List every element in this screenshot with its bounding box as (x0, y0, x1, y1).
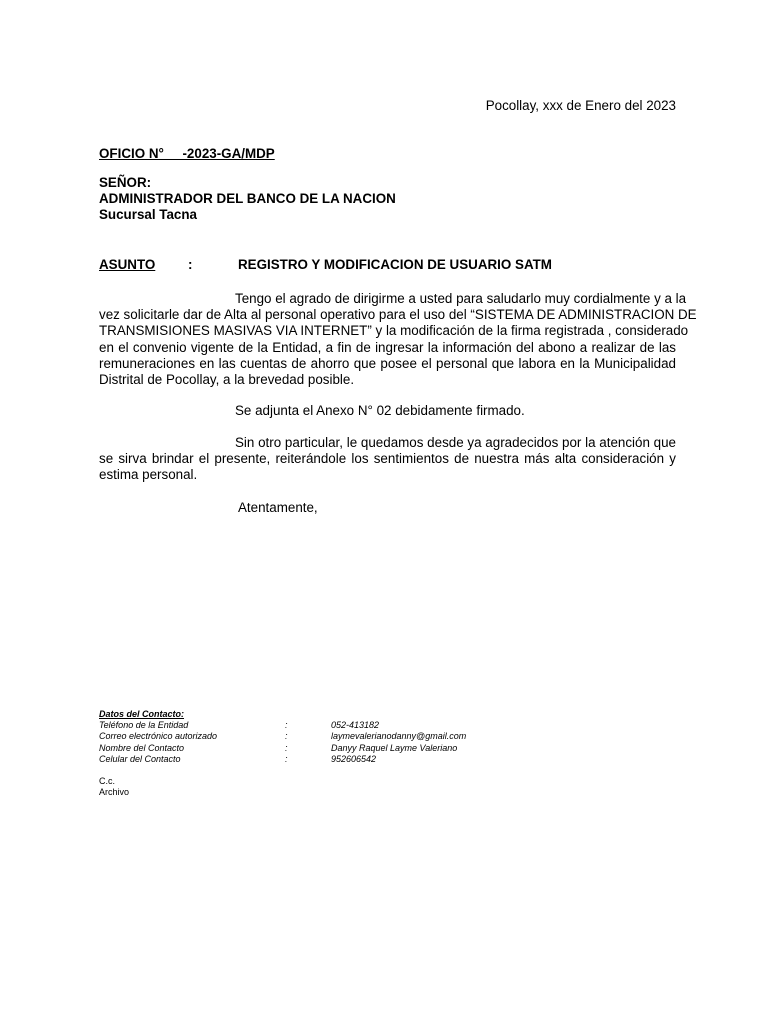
subject-text: REGISTRO Y MODIFICACION DE USUARIO SATM (238, 257, 552, 272)
contact-label: Correo electrónico autorizado (99, 731, 218, 742)
paragraph-line: vez solicitarle dar de Alta al personal operativo para el uso del “SISTEMA DE ADMINISTRACION DE (99, 307, 697, 323)
contact-separator: : (285, 731, 288, 742)
paragraph-line: Distrital de Pocollay, a la brevedad posible. (99, 372, 355, 388)
body-paragraph-2 (99, 403, 676, 419)
subject-label: ASUNTO (99, 257, 156, 272)
recipient-block (99, 175, 396, 223)
place-date: Pocollay, xxx de Enero del 2023 (485, 98, 676, 113)
contact-value: 052-413182 (331, 720, 380, 731)
paragraph-line: estima personal. (99, 467, 198, 483)
contact-value: laymevalerianodanny@gmail.com (331, 731, 467, 742)
contact-label: Nombre del Contacto (99, 742, 185, 753)
contact-separator: : (285, 742, 288, 753)
recipient-position: ADMINISTRADOR DEL BANCO DE LA NACION (99, 191, 396, 206)
subject-line (99, 257, 552, 272)
document-reference: OFICIO N° -2023-GA/MDP (99, 146, 275, 161)
paragraph-line: se sirva brindar el presente, reiterándole los sentimientos de nuestra más alta consideración y (99, 451, 676, 467)
contact-value: Danyy Raquel Layme Valeriano (331, 742, 458, 753)
contact-value: 952606542 (331, 753, 377, 764)
contact-label: Teléfono de la Entidad (99, 720, 189, 731)
copies-cc: C.c. (99, 776, 116, 786)
body-paragraph-1 (99, 291, 697, 388)
contact-row (99, 754, 466, 765)
subject-colon: : (188, 257, 193, 272)
paragraph-line: remuneraciones en las cuentas de ahorro que posee el personal que labora en la Municipalidad (99, 355, 676, 371)
paragraph-line: TRANSMISIONES MASIVAS VIA INTERNET” y la modificación de la firma registrada , considerado (99, 323, 689, 339)
contact-details (99, 709, 466, 765)
paragraph-line: Tengo el agrado de dirigirme a usted para saludarlo muy cordialmente y a la (235, 291, 687, 306)
paragraph-line: en el convenio vigente de la Entidad, a fin de ingresar la información del abono a realizar de las (99, 339, 676, 355)
copies-block (99, 776, 129, 798)
paragraph-line: Sin otro particular, le quedamos desde ya agradecidos por la atención que (235, 435, 676, 450)
recipient-branch: Sucursal Tacna (99, 207, 197, 222)
closing-salutation: Atentamente, (238, 500, 318, 515)
recipient-salutation: SEÑOR: (99, 175, 152, 190)
body-paragraph-3 (99, 435, 676, 484)
contact-separator: : (285, 720, 288, 731)
paragraph-line: Se adjunta el Anexo N° 02 debidamente firmado. (235, 403, 525, 418)
contact-heading: Datos del Contacto: (99, 709, 185, 719)
contact-row (99, 743, 466, 754)
contact-separator: : (285, 753, 288, 764)
contact-row (99, 720, 466, 731)
contact-label: Celular del Contacto (99, 753, 181, 764)
copies-archive: Archivo (99, 787, 130, 798)
contact-row (99, 731, 466, 742)
